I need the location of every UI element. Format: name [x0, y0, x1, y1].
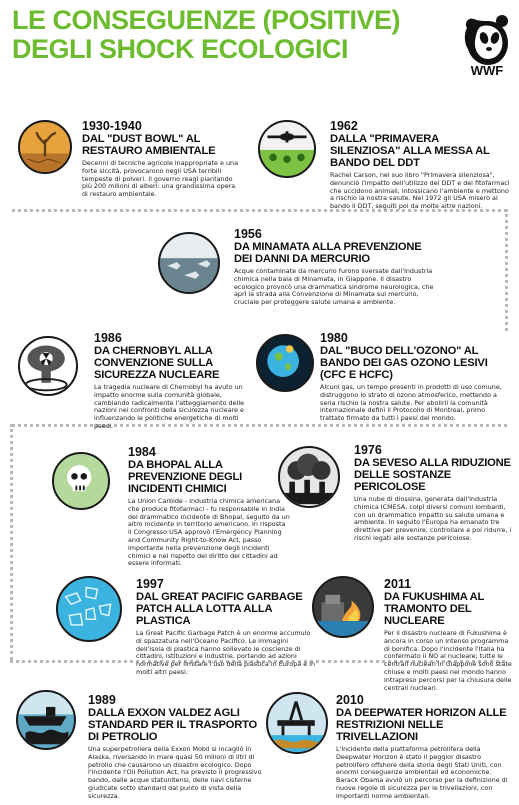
- event-year: 1989: [88, 693, 116, 707]
- event-headline: DA CHERNOBYL ALLA CONVENZIONE SULLA SICUREZZA NUCLEARE: [94, 345, 220, 381]
- event-text: La Union Carbide - industria chimica americana che produce fitofarmaci - fu responsabile in India del drammatico incidente di Bhopal, seguito da un altro incidente in territorio americano. In risposta il Congresso USA approvò l'Emergency Planning and Community Right-to-Know Act, passo importante nella prevenzione degli incidenti chimici e nel rispetto del diritto dei cittadini ad essere informati.: [128, 497, 290, 568]
- plastic-garbage-icon: [56, 576, 122, 642]
- event-1962: [330, 120, 510, 211]
- event-text: Acque contaminate da mercurio furono sversate dall'industria chimica nella baia di Minamata, in Giappone. Il disastro ecologico provocò una drammatica sindrome neurologica, che aprì la strada alla Convenzione di Minamata sul mercurio, cruciale per proteggere salute umana e ambiente.: [234, 267, 434, 307]
- event-year: 2010: [336, 693, 364, 707]
- event-1956: [234, 228, 434, 307]
- event-1986: [94, 332, 254, 431]
- event-year: 1930-1940: [82, 119, 142, 133]
- event-1984: [128, 446, 290, 568]
- timeline-connector: [12, 424, 507, 427]
- event-1930-1940: [82, 120, 242, 199]
- event-year: 1956: [234, 227, 262, 241]
- event-headline: DAL "DUST BOWL" AL RESTAURO AMBIENTALE: [82, 133, 216, 157]
- event-headline: DA FUKUSHIMA AL TRAMONTO DEL NUCLEARE: [384, 591, 484, 627]
- event-year: 1984: [128, 445, 156, 459]
- event-headline: DA MINAMATA ALLA PREVENZIONE DEI DANNI DA MERCURIO: [234, 241, 422, 265]
- event-headline: DALLA "PRIMAVERA SILENZIOSA" ALLA MESSA AL BANDO DEL DDT: [330, 133, 490, 169]
- nuclear-cloud-icon: [18, 336, 78, 396]
- event-year: 1976: [354, 443, 382, 457]
- event-year: 1997: [136, 577, 164, 591]
- oil-tanker-icon: [16, 690, 76, 750]
- crop-duster-plane-icon: [258, 120, 316, 178]
- event-headline: DALLA EXXON VALDEZ AGLI STANDARD PER IL TRASPORTO DI PETROLIO: [88, 707, 258, 743]
- event-year: 1980: [320, 331, 348, 345]
- event-1997: [136, 578, 316, 677]
- earth-ozone-icon: [256, 334, 314, 392]
- event-text: Rachel Carson, nel suo libro "Primavera silenziosa", denunciò l'impatto dell'utilizzo del DDT e dei fitofarmaci che uccidono animali, intossicano l'ambiente e mettono a rischio la nostra salute. Nel 1972 gli USA misero al bando il DDT, seguiti poi da molte altre nazioni.: [330, 171, 510, 211]
- page-title: [12, 6, 432, 64]
- event-text: Una nube di diossina, generata dall'industria chimica ICMESA, colpì diversi comuni lombardi, con un drammatico impatto su salute umana e ambiente. In seguito l'Europa ha emanato tre direttive per prevenire, controllare e poi ridurre, i rischi legati alle sostanze pericolose.: [354, 495, 512, 542]
- timeline-connector: [10, 424, 13, 660]
- timeline-connector: [505, 209, 508, 331]
- oil-rig-icon: [266, 692, 328, 754]
- dead-fish-icon: [158, 232, 220, 294]
- dead-tree-icon: [18, 120, 72, 174]
- event-year: 2011: [384, 577, 412, 591]
- event-text: Alcuni gas, un tempo presenti in prodotti di uso comune, distruggono lo strato di ozono atmosferico, mettendo a seria rischio la nostra salute. Per abolirli la comunità internazionale definì il Protocollo di Montreal, primo trattato firmato da tutti i paesi del mondo.: [320, 383, 502, 423]
- factory-smoke-icon: [278, 446, 340, 508]
- event-text: La tragedia nucleare di Chernobyl ha avuto un impatto enorme sulla comunità globale, cambiando radicalmente l'atteggiamento delle nazioni nei confronti della sicurezza nucleare e influenzando le politiche energetiche di molti paesi.: [94, 383, 245, 430]
- event-headline: DA SEVESO ALLA RIDUZIONE DELLE SOSTANZE PERICOLOSE: [354, 457, 511, 493]
- skull-icon: [52, 452, 110, 510]
- event-2010: [336, 694, 514, 801]
- event-1980: [320, 332, 510, 423]
- nuclear-plant-fire-icon: [312, 576, 374, 638]
- event-headline: DAL GREAT PACIFIC GARBAGE PATCH ALLA LOTTA ALLA PLASTICA: [136, 591, 303, 627]
- event-text: Per il disastro nucleare di Fukushima è ancora in corso un intenso programma di bonifica. Dopo l'incidente l'Italia ha confermato il NO al nucleare; tutte le centrali nucleari in Giappone sono state chiuse e molti paesi nel mondo hanno intrapreso percorsi per la chiusura delle centrali nucleari.: [384, 629, 512, 692]
- title-line-2: DEGLI SHOCK ECOLOGICI: [12, 34, 349, 64]
- event-text: Decenni di tecniche agricole inappropriate e una forte siccità, provocarono negli USA terribili tempeste di polveri. Il governo reagì piantando più 200 milioni di alberi: una grandissima opera di restauro ambientale.: [82, 159, 238, 199]
- event-headline: DA BHOPAL ALLA PREVENZIONE DEGLI INCIDENTI CHIMICI: [128, 459, 243, 495]
- event-headline: DAL "BUCO DELL'OZONO" AL BANDO DEI GAS OZONO LESIVI (CFC E HCFC): [320, 345, 488, 381]
- event-text: Una superpetroliera della Exxon Mobil si incagliò in Alaska, riversando in mare quasi 50 milioni di litri di petrolio che causarono un disastro ecologico. Dopo l'incidente l'Oil Pollution Act, ha previsto il progressivo bando, dalle acque statunitensi, delle navi cisterne giudicate sotto standard dal punto di vista della sicurezza.: [88, 745, 262, 800]
- event-year: 1962: [330, 119, 358, 133]
- event-1989: [88, 694, 270, 801]
- event-2011: [384, 578, 514, 692]
- event-text: La Great Pacific Garbage Patch è un enorme accumulo di spazzatura nell'Oceano Pacifico. Le immagini dell'isola di plastica hanno sollevato le coscienze di cittadini, istituzioni e industrie, portando ad azioni normative per limitare l'uso della plastica in Europa e in molti altri paesi.: [136, 629, 316, 676]
- event-year: 1986: [94, 331, 122, 345]
- title-line-1: LE CONSEGUENZE (POSITIVE): [12, 5, 401, 35]
- wwf-logo-text: WWF: [470, 63, 504, 78]
- event-1976: [354, 444, 514, 543]
- event-headline: DA DEEPWATER HORIZON ALLE RESTRIZIONI NELLE TRIVELLAZIONI: [336, 707, 507, 743]
- event-text: L'incidente della piattaforma petrolifera della Deepwater Horizon è stato il peggior disastro petrolifero offshore della storia degli Stati Uniti, con enormi conseguenze ambientali ed economiche. Barack Obama avviò un percorso per la definizione di nuove regole di sicurezza per le trivellazioni, con importanti norme ambientali.: [336, 745, 508, 800]
